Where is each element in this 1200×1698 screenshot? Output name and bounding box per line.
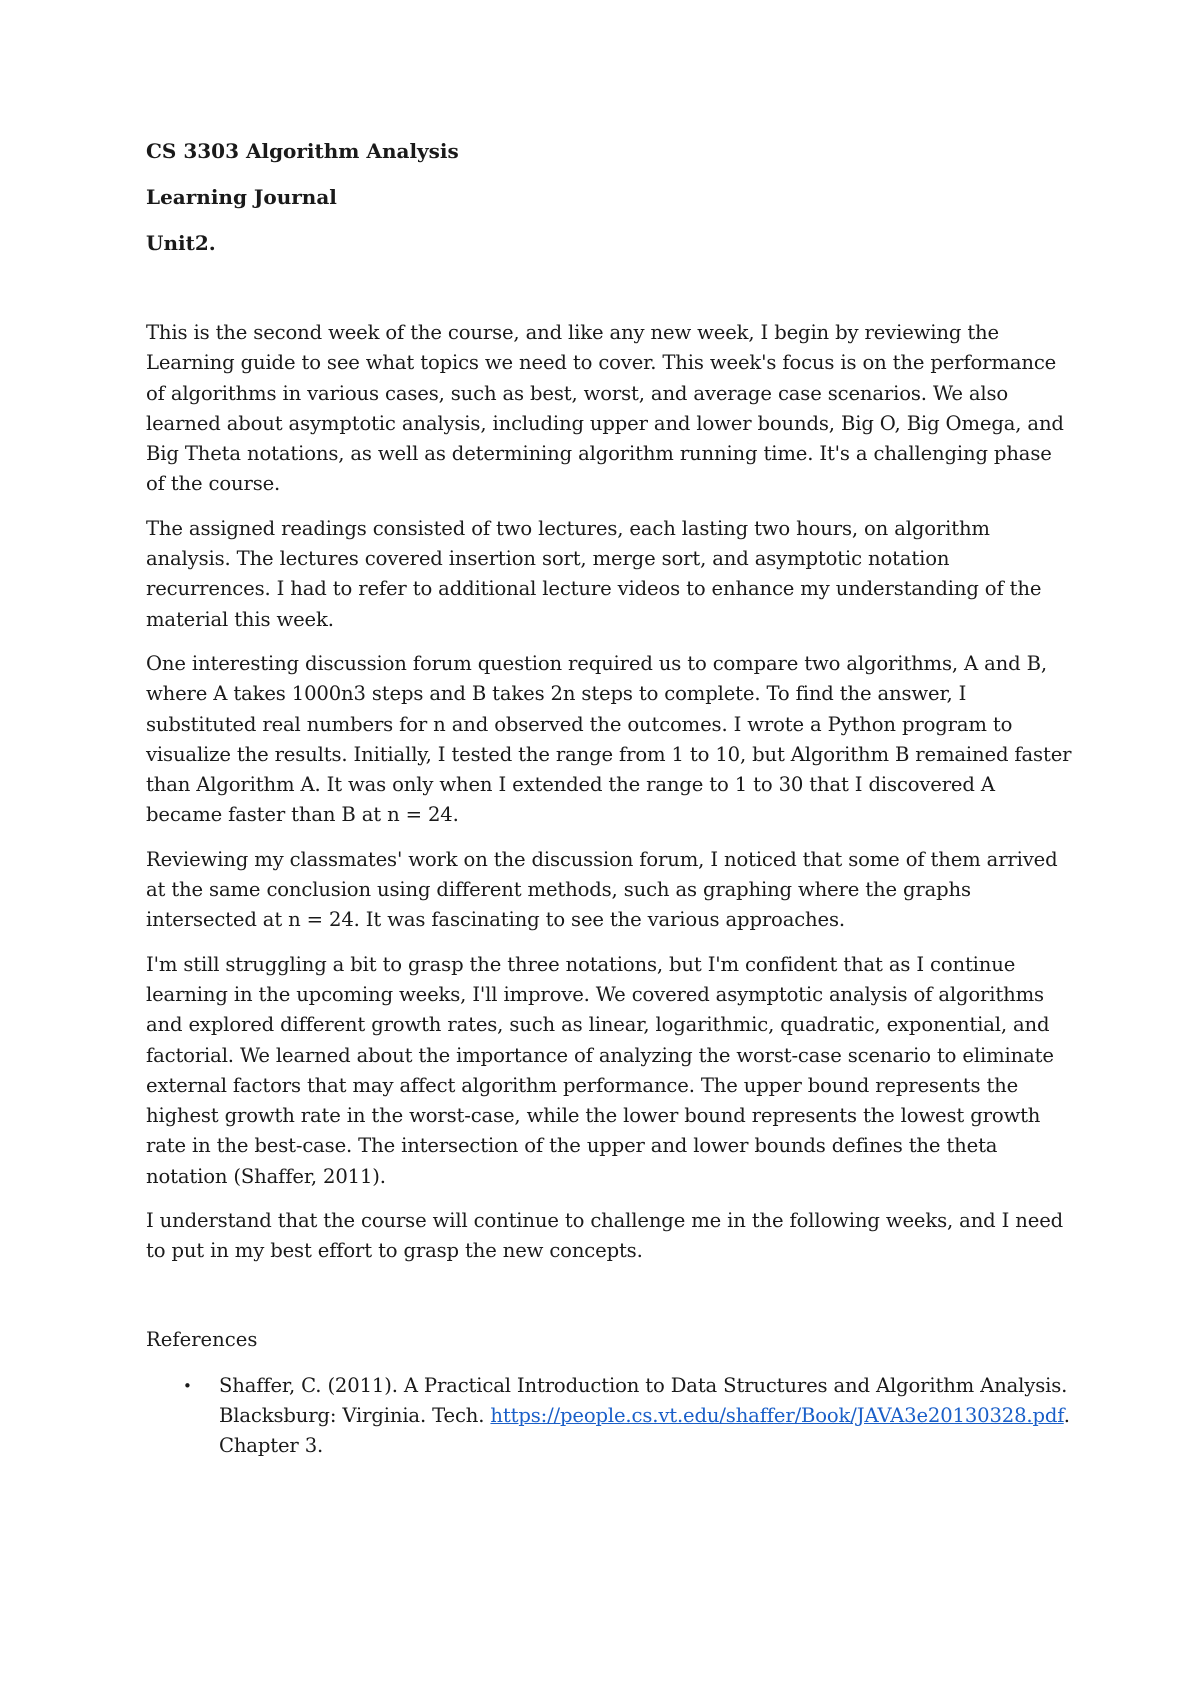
reference-item [146, 1371, 1076, 1462]
reference-suffix: . Chapter 3. [219, 1403, 1070, 1458]
body-paragraph-2: The assigned readings consisted of two lectures, each lasting two hours, on algorithm analysis. The lectures covered insertion sort, merge sort, and asymptotic notation recurrences. I had to refer to additional lecture videos to enhance my understanding of the material this week. [146, 516, 1042, 631]
bullet-icon: • [183, 1376, 192, 1395]
references-list [146, 1371, 1076, 1462]
course-title: CS 3303 Algorithm Analysis [146, 139, 459, 163]
body-paragraph-6: I understand that the course will continue to challenge me in the following weeks, and I need to put in my best effort to grasp the new concepts. [146, 1209, 1064, 1263]
body-paragraph-4: Reviewing my classmates' work on the discussion forum, I noticed that some of them arrived at the same conclusion using different methods, such as graphing where the graphs intersected at n = 24. It was fascinating to see the various approaches. [146, 847, 1058, 932]
reference-link[interactable]: https://people.cs.vt.edu/shaffer/Book/JAVA3e20130328.pdf [490, 1403, 1064, 1427]
reference-citation: Shaffer, C. (2011). A Practical Introduction to Data Structures and Algorithm Analysis. Blacksburg: Virginia. Tech. [219, 1373, 1068, 1427]
unit-title: Unit2. [146, 231, 216, 255]
body-paragraph-1: This is the second week of the course, and like any new week, I begin by reviewing the Learning guide to see what topics we need to cover. This week's focus is on the performance of algorithms in various cases, such as best, worst, and average case scenarios. We also learned about asymptotic analysis, including upper and lower bounds, Big O, Big Omega, and Big Theta notations, as well as determining algorithm running time. It's a challenging phase of the course. [146, 321, 1064, 496]
body-paragraph-5: I'm still struggling a bit to grasp the three notations, but I'm confident that as I continue learning in the upcoming weeks, I'll improve. We covered asymptotic analysis of algorithms and explored different growth rates, such as linear, logarithmic, quadratic, exponential, and factorial. We learned about the importance of analyzing the worst-case scenario to eliminate external factors that may affect algorithm performance. The upper bound represents the highest growth rate in the worst-case, while the lower bound represents the lowest growth rate in the best-case. The intersection of the upper and lower bounds defines the theta notation (Shaffer, 2011). [146, 952, 1054, 1188]
document-page [146, 138, 1076, 1462]
references-heading: References [146, 1327, 258, 1351]
body-paragraph-3: One interesting discussion forum question required us to compare two algorithms, A and B, where A takes 1000n3 steps and B takes 2n steps to complete. To find the answer, I substituted real numbers for n and observed the outcomes. I wrote a Python program to visualize the results. Initially, I tested the range from 1 to 10, but Algorithm B remained faster than Algorithm A. It was only when I extended the range to 1 to 30 that I discovered A became faster than B at n = 24. [146, 651, 1072, 827]
journal-title: Learning Journal [146, 185, 337, 209]
